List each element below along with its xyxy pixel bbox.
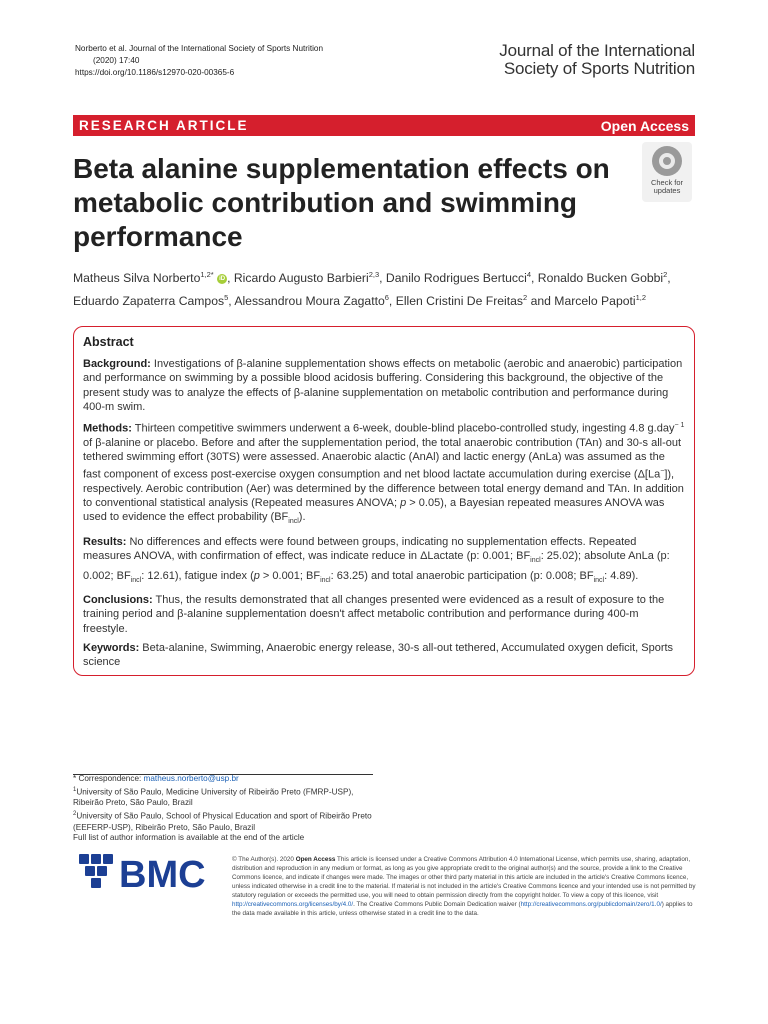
citation-header xyxy=(75,43,323,79)
check-for-updates-text: Check for updates xyxy=(650,178,684,195)
author-list: Matheus Silva Norberto$^{1,2*}$ iD , Ricardo Augusto Barbieri$^{2,3}$, Danilo Rodrigues Bertucci$^4$, Ronaldo Bucken Gobbi$^2$, Eduardo Zapaterra Campos$^5$, Alessandrou Moura Zagatto$^6$, Ellen Cristini De Freitas$^2$ and Marcelo Papoti$^{1,2}$ xyxy=(73,270,671,309)
abstract-heading: Abstract xyxy=(83,335,134,349)
abstract-methods: Methods: Thirteen competitive swimmers underwent a 6-week, double-blind placebo-controlled study, ingesting 4.8 g.day$^{- 1}$ of β-alanine or placebo. Before and after the supplementation period, the total anaerobic contribution (TAn) and 30-s all-out tethered swimming effort (30TS) were assessed. Anaerobic alactic (AnAl) and lactic energy (AnLa) was assumed as the fast component of excess post-exercise oxygen consumption and net blood lactate accumulation during exercise (Δ[La−]), respectively. Aerobic contribution (Aer) was determined by the difference between total energy demand and TAn. In addition to conventional statistical analysis (Repeated measures ANOVA; p > 0.05), a Bayesian repeated measures ANOVA was used to evidence the effect probability $(BF_{incl})$. xyxy=(83,422,685,526)
check-for-updates-badge[interactable] xyxy=(642,142,692,202)
article-type: RESEARCH ARTICLE xyxy=(79,118,249,133)
doi-link[interactable]: https://doi.org/10.1186/s12970-020-00365-6 xyxy=(75,68,235,77)
citation-line2: (2020) 17:40 xyxy=(93,56,140,65)
author-name[interactable]: , Ronaldo Bucken Gobbi xyxy=(531,271,664,286)
abstract-background: Background: Investigations of β-alanine supplementation shows effects on metabolic (aerobic and anaerobic) participation and performance on swimming by a possible blood acidosis buffering. Considering this background, the objective of the present study was to analyze the effects of β-alanine supplementation on metabolic contribution and performance during 400-m swim. xyxy=(83,358,683,413)
article-title: Beta alanine supplementation effects on metabolic contribution and swimming performance xyxy=(73,153,610,252)
journal-name xyxy=(465,42,695,78)
author-name[interactable]: , Ellen Cristini De Freitas xyxy=(388,294,524,309)
license-statement: © The Author(s). 2020 Open Access This article is licensed under a Creative Commons Attribution 4.0 International License, which permits use, sharing, adaptation, distribution and reproduction in any medium or format, as long as you give appropriate credit to the original author(s) and the source, provide a link to the Creative Commons licence, and indicate if changes were made. The images or other third party material in this article are included in the article's Creative Commons licence, unless indicated otherwise in a credit line to the material. If material is not included in the article's Creative Commons licence and your intended use is not permitted by statutory regulation or exceeds the permitted use, you will need to obtain permission directly from the copyright holder. To view a copy of this licence, visit http://creativecommons.org/licenses/by/4.0/. The Creative Commons Public Domain Dedication waiver (http://creativecommons.org/publicdomain/zero/1.0/) applies to the data made available in this article, unless otherwise stated in a credit line to the data. xyxy=(232,856,696,917)
author-name[interactable]: , Eduardo Zapaterra Campos xyxy=(73,271,671,309)
journal-name-line1: Journal of the International xyxy=(499,41,695,60)
correspondence-email[interactable]: matheus.norberto@usp.br xyxy=(143,774,239,783)
affiliation-2: $^2$University of São Paulo, School of Physical Education and sport of Ribeirão Preto (EEFERP-USP), Ribeirão Preto, São Paulo, Brazil xyxy=(73,811,372,832)
abstract-results: Results: No differences and effects were found between groups, indicating no supplementation effects. Repeated measures ANOVA, with confirmation of effect, was indicate reduce in ΔLactate (p: 0.001; $BF_{incl}$: 25.02); absolute AnLa (p: 0.002; $BF_{incl}$: 12.61), fatigue index (p > 0.001; $BF_{incl}$: 63.25) and total anaerobic participation (p: 0.008; $BF_{incl}$: 4.89). xyxy=(83,535,670,584)
author-name[interactable]: Matheus Silva Norberto xyxy=(73,271,201,286)
footnotes xyxy=(73,774,383,844)
crossmark-icon xyxy=(652,146,682,176)
author-name[interactable]: , Danilo Rodrigues Bertucci xyxy=(379,271,527,286)
author-name[interactable]: , Ricardo Augusto Barbieri xyxy=(227,271,369,286)
public-domain-link[interactable]: http://creativecommons.org/publicdomain/zero/1.0/ xyxy=(520,901,662,908)
orcid-icon[interactable]: iD xyxy=(219,275,226,282)
journal-name-line2: Society of Sports Nutrition xyxy=(503,59,695,78)
affiliation-1: $^1$University of São Paulo, Medicine University of Ribeirão Preto (FMRP-USP), Ribeirão Preto, São Paulo, Brazil xyxy=(73,786,354,808)
full-author-info-note: Full list of author information is available at the end of the article xyxy=(73,833,305,843)
abstract-keywords: Keywords: Beta-alanine, Swimming, Anaerobic energy release, 30-s all-out tethered, Accumulated oxygen deficit, Sports science xyxy=(83,641,674,669)
bmc-logo xyxy=(79,850,219,894)
citation-line1: Norberto et al. Journal of the International Society of Sports Nutrition xyxy=(75,44,324,53)
article-type-banner xyxy=(73,115,695,136)
abstract-conclusions: Conclusions: Thus, the results demonstrated that all changes presented were evidenced as a result of exposure to the training period and β-alanine supplementation doesn't affect metabolic contribution and performance during 400-m freestyle. xyxy=(83,594,665,635)
author-name[interactable]: and Marcelo Papoti xyxy=(527,294,636,309)
open-access-label: Open Access xyxy=(600,117,689,134)
author-name[interactable]: , Alessandrou Moura Zagatto xyxy=(228,294,385,309)
correspondence: * Correspondence: matheus.norberto@usp.br xyxy=(73,774,239,783)
bmc-logo-text: BMC xyxy=(119,854,206,894)
license-link[interactable]: http://creativecommons.org/licenses/by/4.0/ xyxy=(232,901,354,908)
abstract-box xyxy=(73,326,695,676)
